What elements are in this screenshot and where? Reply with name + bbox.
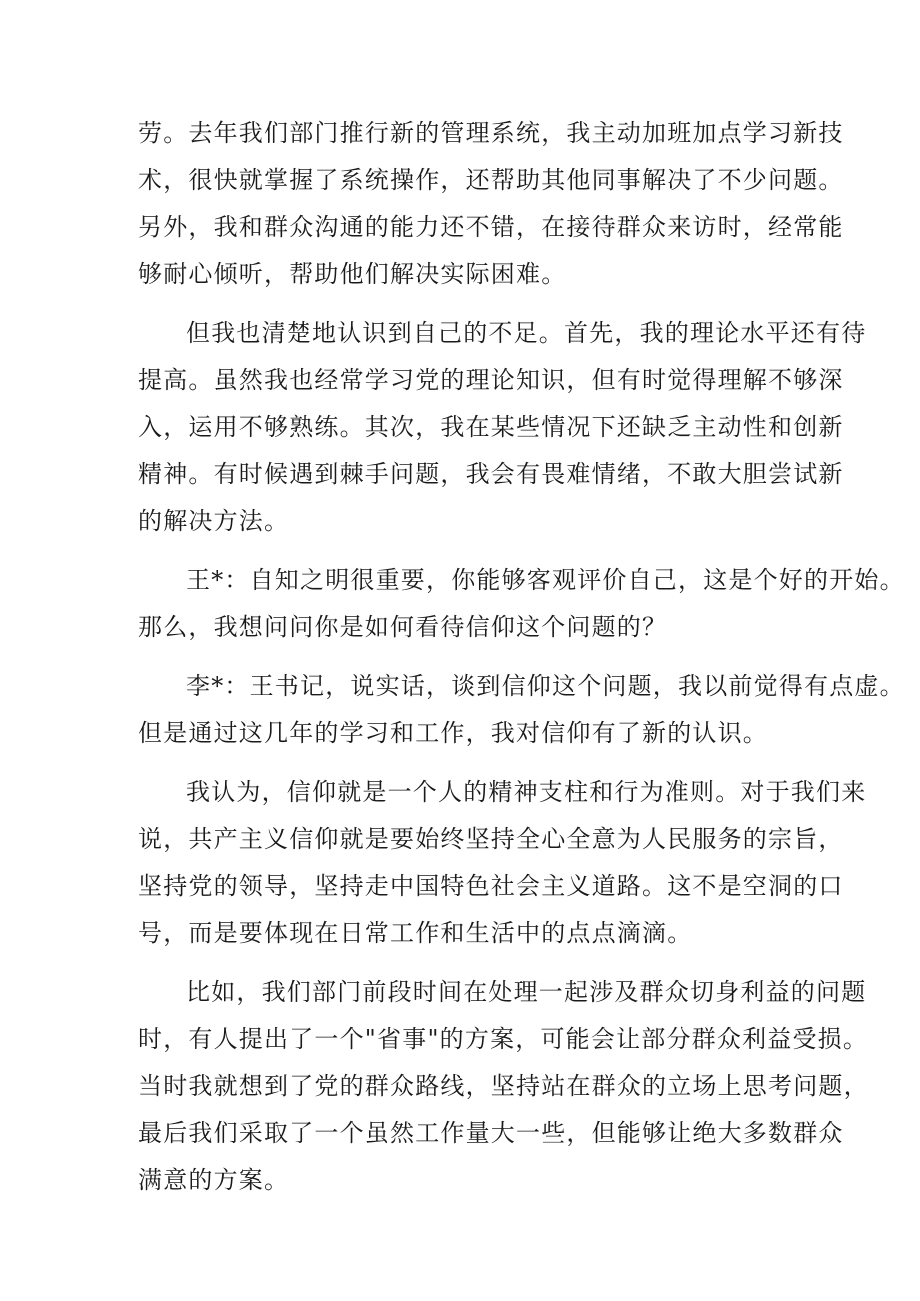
- paragraph-6: [138, 969, 869, 1204]
- text-line: 时，有人提出了一个"省事"的方案，可能会让部分群众利益受损。: [138, 1025, 869, 1053]
- text-line: 的解决方法。: [138, 507, 290, 535]
- text-line: 但我也清楚地认识到自己的不足。首先，我的理论水平还有待: [186, 319, 867, 347]
- text-line: 术，很快就掌握了系统操作，还帮助其他同事解决了不少问题。: [138, 166, 844, 194]
- text-line: 入，运用不够熟练。其次，我在某些情况下还缺乏主动性和创新: [138, 413, 844, 441]
- paragraph-5: [138, 769, 867, 957]
- text-line: 比如，我们部门前段时间在处理一起涉及群众切身利益的问题: [186, 978, 867, 1006]
- text-line: 那么，我想问问你是如何看待信仰这个问题的？: [138, 613, 668, 641]
- text-line: 劳。去年我们部门推行新的管理系统，我主动加班加点学习新技: [138, 119, 844, 147]
- paragraph-4: [138, 663, 905, 757]
- text-line: 说，共产主义信仰就是要始终坚持全心全意为人民服务的宗旨，: [138, 825, 844, 853]
- text-line: 当时我就想到了党的群众路线，坚持站在群众的立场上思考问题，: [138, 1072, 869, 1100]
- text-line: 满意的方案。: [138, 1166, 290, 1194]
- text-line: 李*：王书记，说实话，谈到信仰这个问题，我以前觉得有点虚。: [186, 672, 905, 700]
- text-line: 最后我们采取了一个虽然工作量大一些，但能够让绝大多数群众: [138, 1119, 844, 1147]
- document-body: [138, 110, 905, 1216]
- paragraph-1: [138, 110, 844, 298]
- text-line: 精神。有时候遇到棘手问题，我会有畏难情绪，不敢大胆尝试新: [138, 460, 844, 488]
- text-line: 王*：自知之明很重要，你能够客观评价自己，这是个好的开始。: [186, 566, 905, 594]
- text-line: 坚持党的领导，坚持走中国特色社会主义道路。这不是空洞的口: [138, 872, 844, 900]
- text-line: 但是通过这几年的学习和工作，我对信仰有了新的认识。: [138, 719, 768, 747]
- text-line: 我认为，信仰就是一个人的精神支柱和行为准则。对于我们来: [186, 778, 867, 806]
- paragraph-2: [138, 310, 867, 545]
- text-line: 够耐心倾听，帮助他们解决实际困难。: [138, 260, 567, 288]
- text-line: 号，而是要体现在日常工作和生活中的点点滴滴。: [138, 919, 693, 947]
- text-line: 另外，我和群众沟通的能力还不错，在接待群众来访时，经常能: [138, 213, 844, 241]
- text-line: 提高。虽然我也经常学习党的理论知识，但有时觉得理解不够深: [138, 366, 844, 394]
- paragraph-3: [138, 557, 905, 651]
